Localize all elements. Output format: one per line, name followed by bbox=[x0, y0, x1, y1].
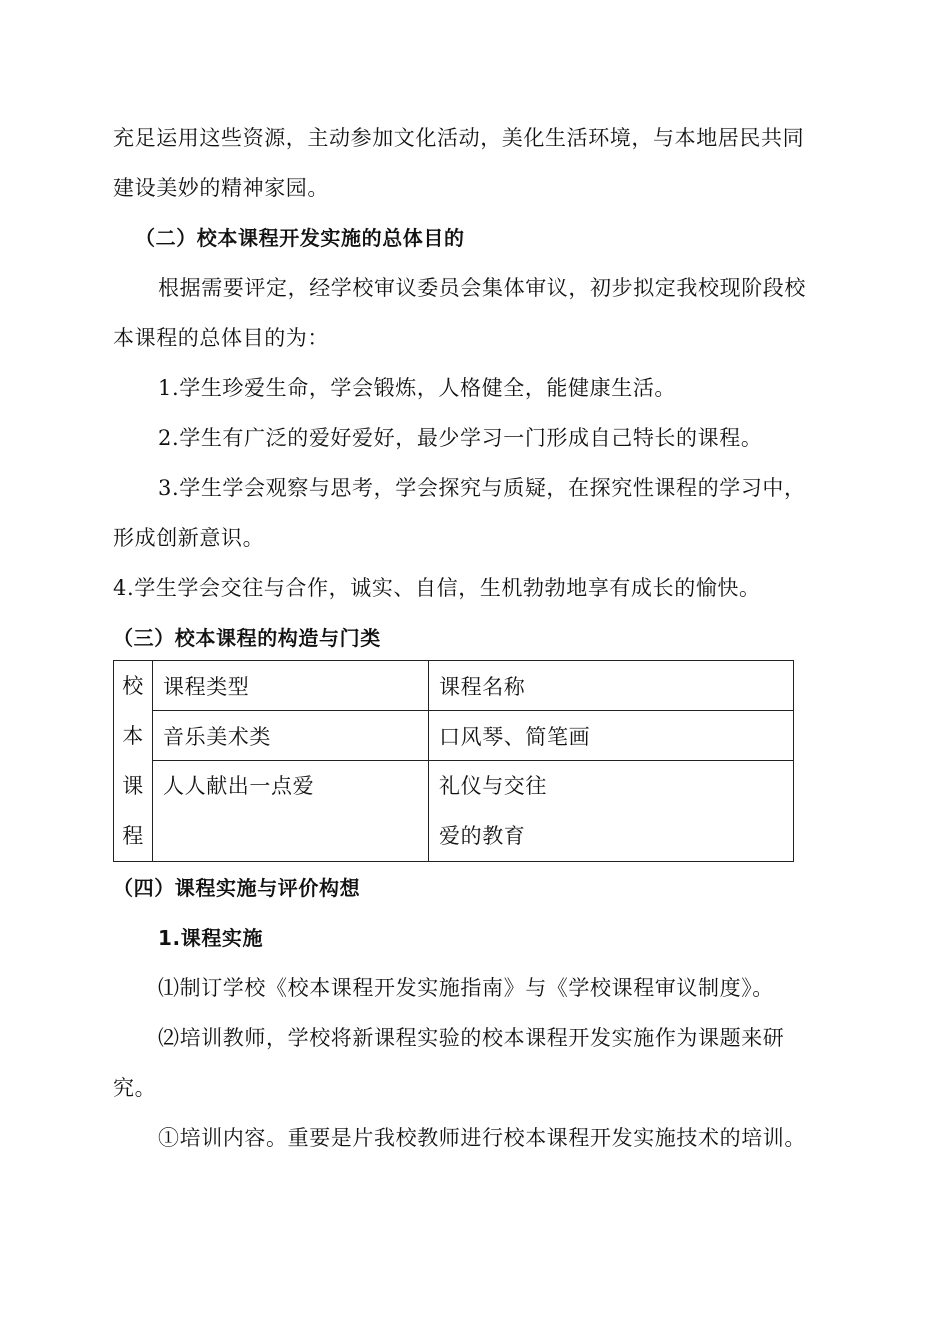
paragraph-line: 建设美妙的精神家园。 bbox=[113, 176, 329, 200]
cell-text: 人人献出一点爱 bbox=[163, 774, 315, 798]
goal-item-1: 1.学生珍爱生命，学会锻炼，人格健全，能健康生活。 bbox=[158, 376, 677, 400]
step-item-1: ⑴制订学校《校本课程开发实施指南》与《学校课程审议制度》。 bbox=[158, 976, 774, 1000]
table-cell: 音乐美术类 bbox=[153, 711, 429, 761]
cell-text: 礼仪与交往 bbox=[439, 774, 547, 798]
section-heading-2: （二）校本课程开发实施的总体目的 bbox=[135, 226, 465, 250]
paragraph-line: 本课程的总体目的为： bbox=[113, 326, 329, 350]
table-side-label bbox=[114, 661, 153, 862]
step-item-2-cont: 究。 bbox=[113, 1076, 157, 1100]
paragraph-line: 根据需要评定，经学校审议委员会集体审议，初步拟定我校现阶段校 bbox=[158, 276, 806, 300]
paragraph-line: 充足运用这些资源，主动参加文化活动，美化生活环境，与本地居民共同 bbox=[113, 126, 805, 150]
cell-text: 爱的教育 bbox=[439, 824, 526, 848]
goal-item-2: 2.学生有广泛的爱好爱好，最少学习一门形成自己特长的课程。 bbox=[158, 426, 763, 450]
section-heading-3: （三）校本课程的构造与门类 bbox=[113, 626, 381, 650]
table-cell bbox=[429, 761, 794, 862]
step-item-3: ①培训内容。重要是片我校教师进行校本课程开发实施技术的培训。 bbox=[158, 1126, 806, 1150]
course-table bbox=[113, 660, 794, 862]
side-char: 校 bbox=[122, 674, 144, 698]
step-item-2: ⑵培训教师，学校将新课程实验的校本课程开发实施作为课题来研 bbox=[158, 1026, 785, 1050]
subsection-heading: 1.课程实施 bbox=[158, 926, 264, 950]
section-heading-4: （四）课程实施与评价构想 bbox=[113, 876, 361, 900]
header-course-type: 课程类型 bbox=[153, 661, 429, 711]
goal-item-3: 3.学生学会观察与思考，学会探究与质疑，在探究性课程的学习中， bbox=[158, 476, 806, 500]
side-char: 课 bbox=[122, 774, 144, 798]
side-char: 程 bbox=[122, 824, 144, 848]
goal-item-4: 4.学生学会交往与合作，诚实、自信，生机勃勃地享有成长的愉快。 bbox=[113, 576, 761, 600]
table-cell bbox=[153, 761, 429, 862]
side-char: 本 bbox=[122, 724, 144, 748]
header-course-name: 课程名称 bbox=[429, 661, 794, 711]
goal-item-3-cont: 形成创新意识。 bbox=[113, 526, 265, 550]
table-cell: 口风琴、简笔画 bbox=[429, 711, 794, 761]
